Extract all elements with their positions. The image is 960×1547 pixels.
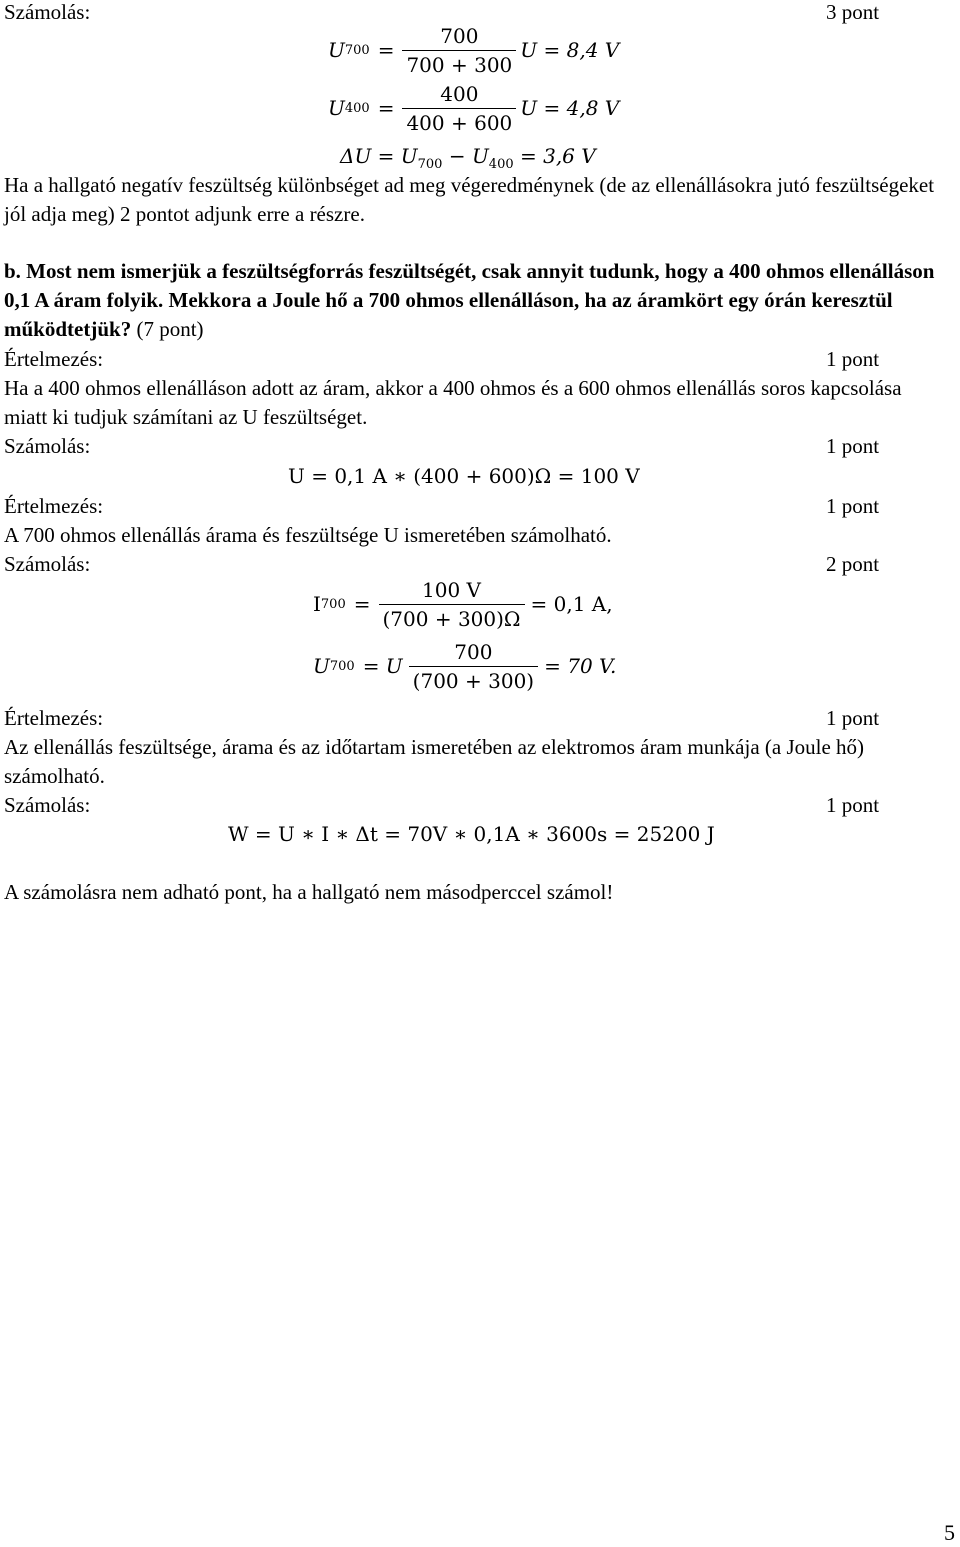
eq2-rhs: U = 4,8 V: [520, 96, 620, 120]
points-label-1: 3 pont: [826, 0, 880, 24]
eq3-sub-a: 700: [417, 157, 443, 172]
eq6-lhs-sub: 700: [329, 659, 355, 674]
paragraph-700-ohm: A 700 ohmos ellenállás árama és feszültsége U ismeretében számolható.: [4, 523, 612, 547]
eq1-lhs-sub: 700: [344, 43, 370, 58]
eq6-numerator: 700: [454, 640, 493, 664]
points-label-s2: 1 pont: [826, 434, 880, 458]
eq3-sub-b: 400: [488, 157, 514, 172]
ertelmezes-label-2: Értelmezés:: [4, 494, 104, 518]
paragraph-final-note: A számolásra nem adható pont, ha a hallgató nem másodperccel számol!: [4, 880, 614, 904]
eq5-lhs: I: [313, 592, 321, 616]
eq1-rhs: U = 8,4 V: [520, 38, 620, 62]
paragraph-400-ohm: Ha a 400 ohmos ellenálláson adott az áram, akkor a 400 ohmos és a 600 ohmos ellenállás soros kapcsolása miatt ki tudjuk számítani az U feszültséget.: [4, 376, 902, 429]
points-label-e2: 1 pont: [826, 494, 880, 518]
question-b-points: (7 pont): [131, 317, 204, 341]
equation-u700-final: [313, 638, 616, 695]
eq6-lhs: U: [313, 654, 330, 678]
equation-u-total: U = 0,1 A ∗ (400 + 600)Ω = 100 V: [288, 464, 640, 488]
szamolas-label-3: Számolás:: [4, 552, 91, 576]
equation-joule-work: W = U ∗ I ∗ Δt = 70V ∗ 0,1A ∗ 3600s = 25200 J: [228, 822, 715, 846]
eq5-fraction: [379, 576, 525, 633]
eq5-rhs: = 0,1 A,: [530, 592, 613, 616]
eq1-lhs: U: [328, 38, 345, 62]
eq5-denominator: (700 + 300)Ω: [379, 604, 525, 633]
points-label-s4: 1 pont: [826, 793, 880, 817]
szamolas-label-2: Számolás:: [4, 434, 91, 458]
eq1-numerator: 700: [440, 24, 479, 48]
ertelmezes-label-1: Értelmezés:: [4, 347, 104, 371]
eq5-lhs-sub: 700: [320, 597, 346, 612]
eq6-denominator: (700 + 300): [409, 666, 538, 695]
eq2-denominator: 400 + 600: [402, 108, 516, 137]
ertelmezes-label-3: Értelmezés:: [4, 706, 104, 730]
equation-u400: U 400 = $\frac{400}{400 + 600}$ U = 4,8 V: [328, 82, 620, 135]
eq2-lhs-sub: 400: [344, 101, 370, 116]
question-b-text: b. Most nem ismerjük a feszültségforrás feszültségét, csak annyit tudunk, hogy a 400 ohmos ellenálláson 0,1 A áram folyik. Mekkora a Joule hő a 700 ohmos ellenálláson, ha az áramkört egy órán keresztül működtetjük?: [4, 259, 935, 341]
paragraph-joule: Az ellenállás feszültsége, árama és az időtartam ismeretében az elektromos áram munkája (a Joule hő) számolható.: [4, 735, 865, 788]
eq5-numerator: 100 V: [422, 578, 481, 602]
eq3-part-a: ΔU = U: [340, 144, 418, 168]
points-label-e3: 1 pont: [826, 706, 880, 730]
eq6-rhs: = 70 V.: [544, 654, 617, 678]
eq6-fraction: [409, 638, 538, 695]
eq3-part-b: − U: [442, 144, 489, 168]
eq2-numerator: 400: [440, 82, 479, 106]
eq1-fraction: [402, 22, 516, 79]
question-b: [4, 257, 944, 344]
eq2-fraction: [402, 80, 516, 137]
eq3-part-c: = 3,6 V: [513, 144, 596, 168]
points-label-s3: 2 pont: [826, 552, 880, 576]
eq1-denominator: 700 + 300: [402, 50, 516, 79]
points-label-e1: 1 pont: [826, 347, 880, 371]
page-number: 5: [944, 1520, 955, 1545]
eq6-mid: = U: [362, 654, 403, 678]
paragraph-negative-difference: Ha a hallgató negatív feszültség különbséget ad meg végeredménynek (de az ellenállásokra jutó feszültségeket jól adja meg) 2 pontot adjunk erre a részre.: [4, 173, 935, 226]
szamolas-label-4: Számolás:: [4, 793, 91, 817]
szamolas-label-1: Számolás:: [4, 0, 91, 24]
eq2-lhs: U: [328, 96, 345, 120]
equation-i700: I 700 = $\frac{100 V}{(700 + 300)\Omega}$ = 0,1 A,: [313, 578, 613, 631]
equation-u700: U 700 = $\frac{700}{700 + 300}$ U = 8,4 V: [328, 24, 620, 77]
